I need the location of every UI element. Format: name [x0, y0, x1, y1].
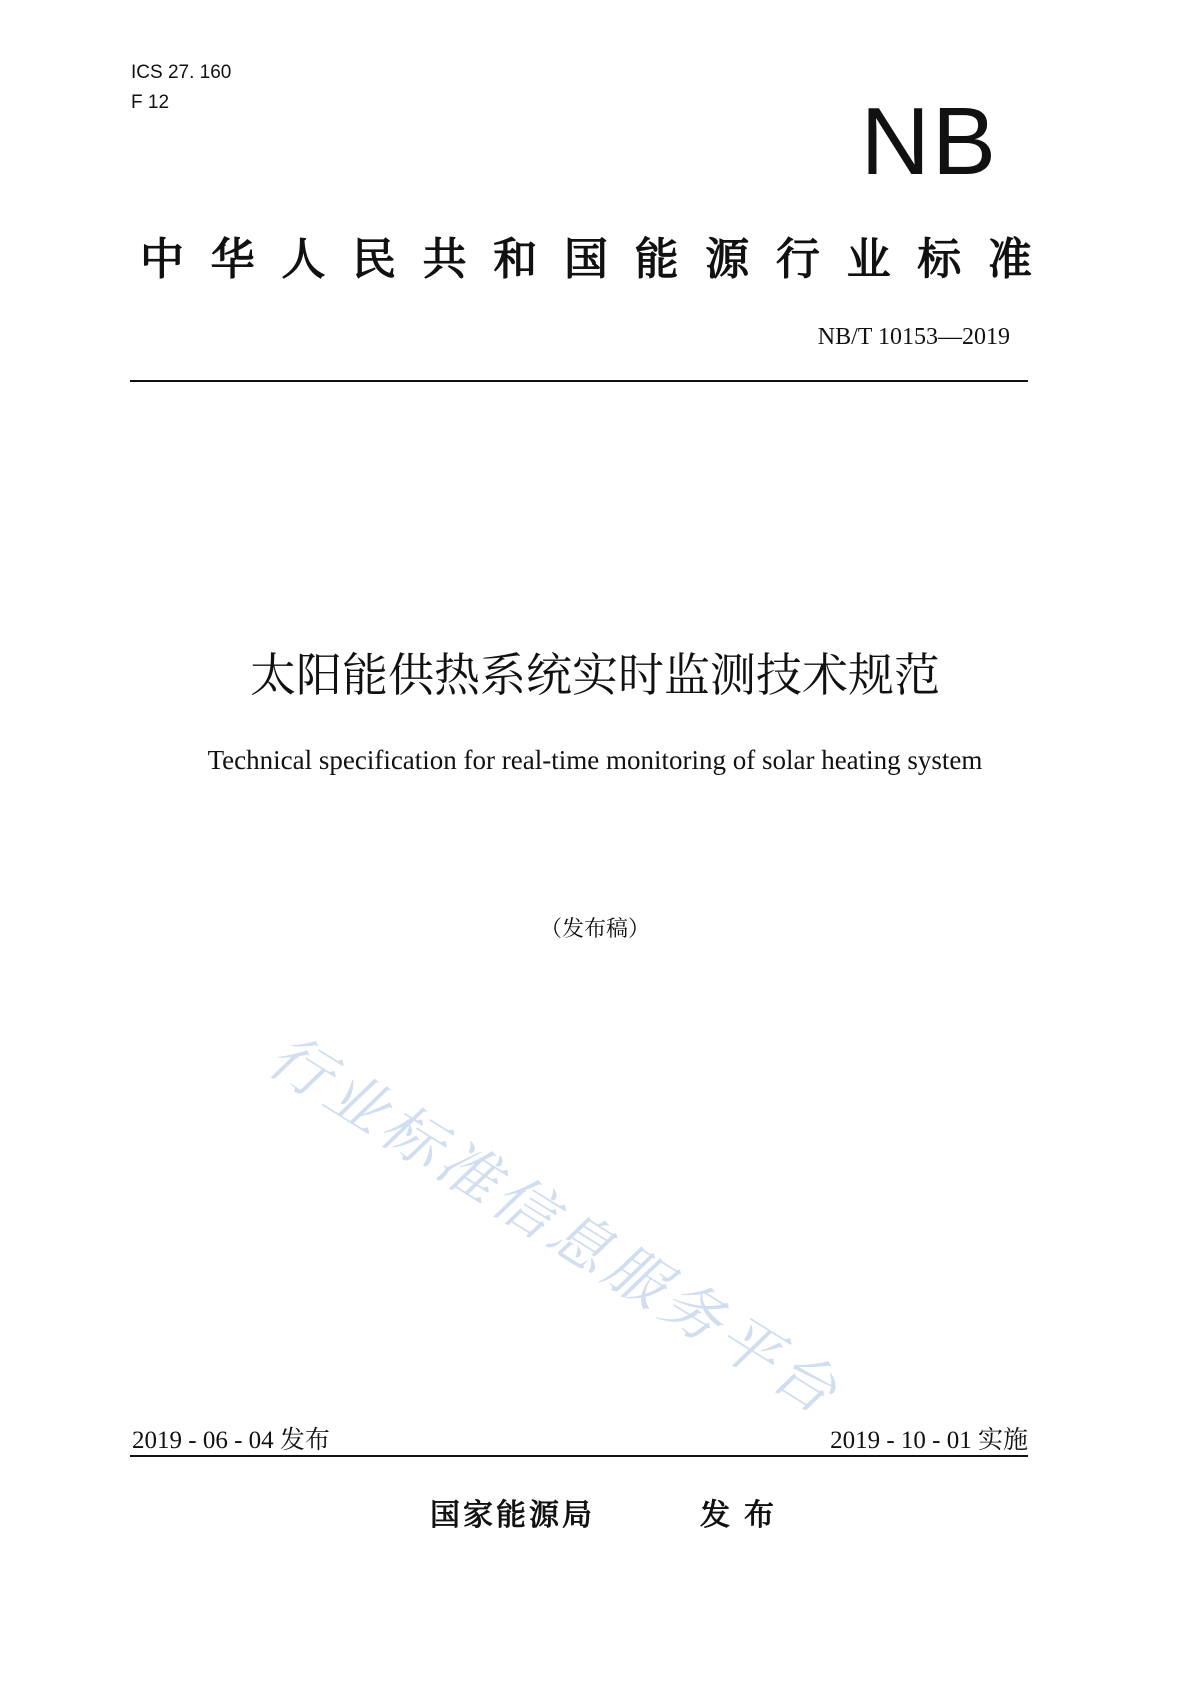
nb-logo: NB: [860, 88, 998, 195]
standard-type-char: 华: [210, 234, 255, 285]
standard-type-char: 和: [493, 234, 538, 285]
standard-type-char: 国: [563, 234, 608, 285]
standard-type-char: 行: [775, 234, 820, 285]
bottom-divider: [130, 1455, 1028, 1457]
standard-type-char: 民: [351, 234, 396, 285]
standard-type-char: 能: [634, 234, 679, 285]
draft-status: （发布稿）: [539, 917, 650, 942]
watermark: 行业标准信息服务平台: [256, 1021, 853, 1431]
issuing-authority: 国家能源局: [430, 1498, 595, 1533]
standard-type-char: 标: [917, 234, 962, 285]
ics-code: ICS 27. 160: [131, 62, 232, 83]
ccs-code: F 12: [131, 92, 170, 113]
standard-type-char: 共: [422, 234, 467, 285]
standard-type-title: [136, 234, 1036, 286]
implementation-date: 2019 - 10 - 01 实施: [830, 1427, 1028, 1454]
standard-type-char: 业: [846, 234, 891, 285]
standard-type-char: 源: [705, 234, 750, 285]
standard-type-char: 人: [281, 234, 326, 285]
standard-type-char: 准: [987, 234, 1032, 285]
document-title-cn: 太阳能供热系统实时监测技术规范: [250, 648, 940, 702]
issuing-action: 发布: [700, 1498, 788, 1533]
classification-codes: [131, 58, 231, 118]
document-title-en: Technical specification for real-time monitoring of solar heating system: [207, 745, 983, 775]
standard-number: NB/T 10153—2019: [817, 324, 1010, 350]
top-divider: [130, 380, 1028, 382]
standard-type-char: 中: [140, 234, 184, 285]
issue-date: 2019 - 06 - 04 发布: [132, 1427, 330, 1454]
